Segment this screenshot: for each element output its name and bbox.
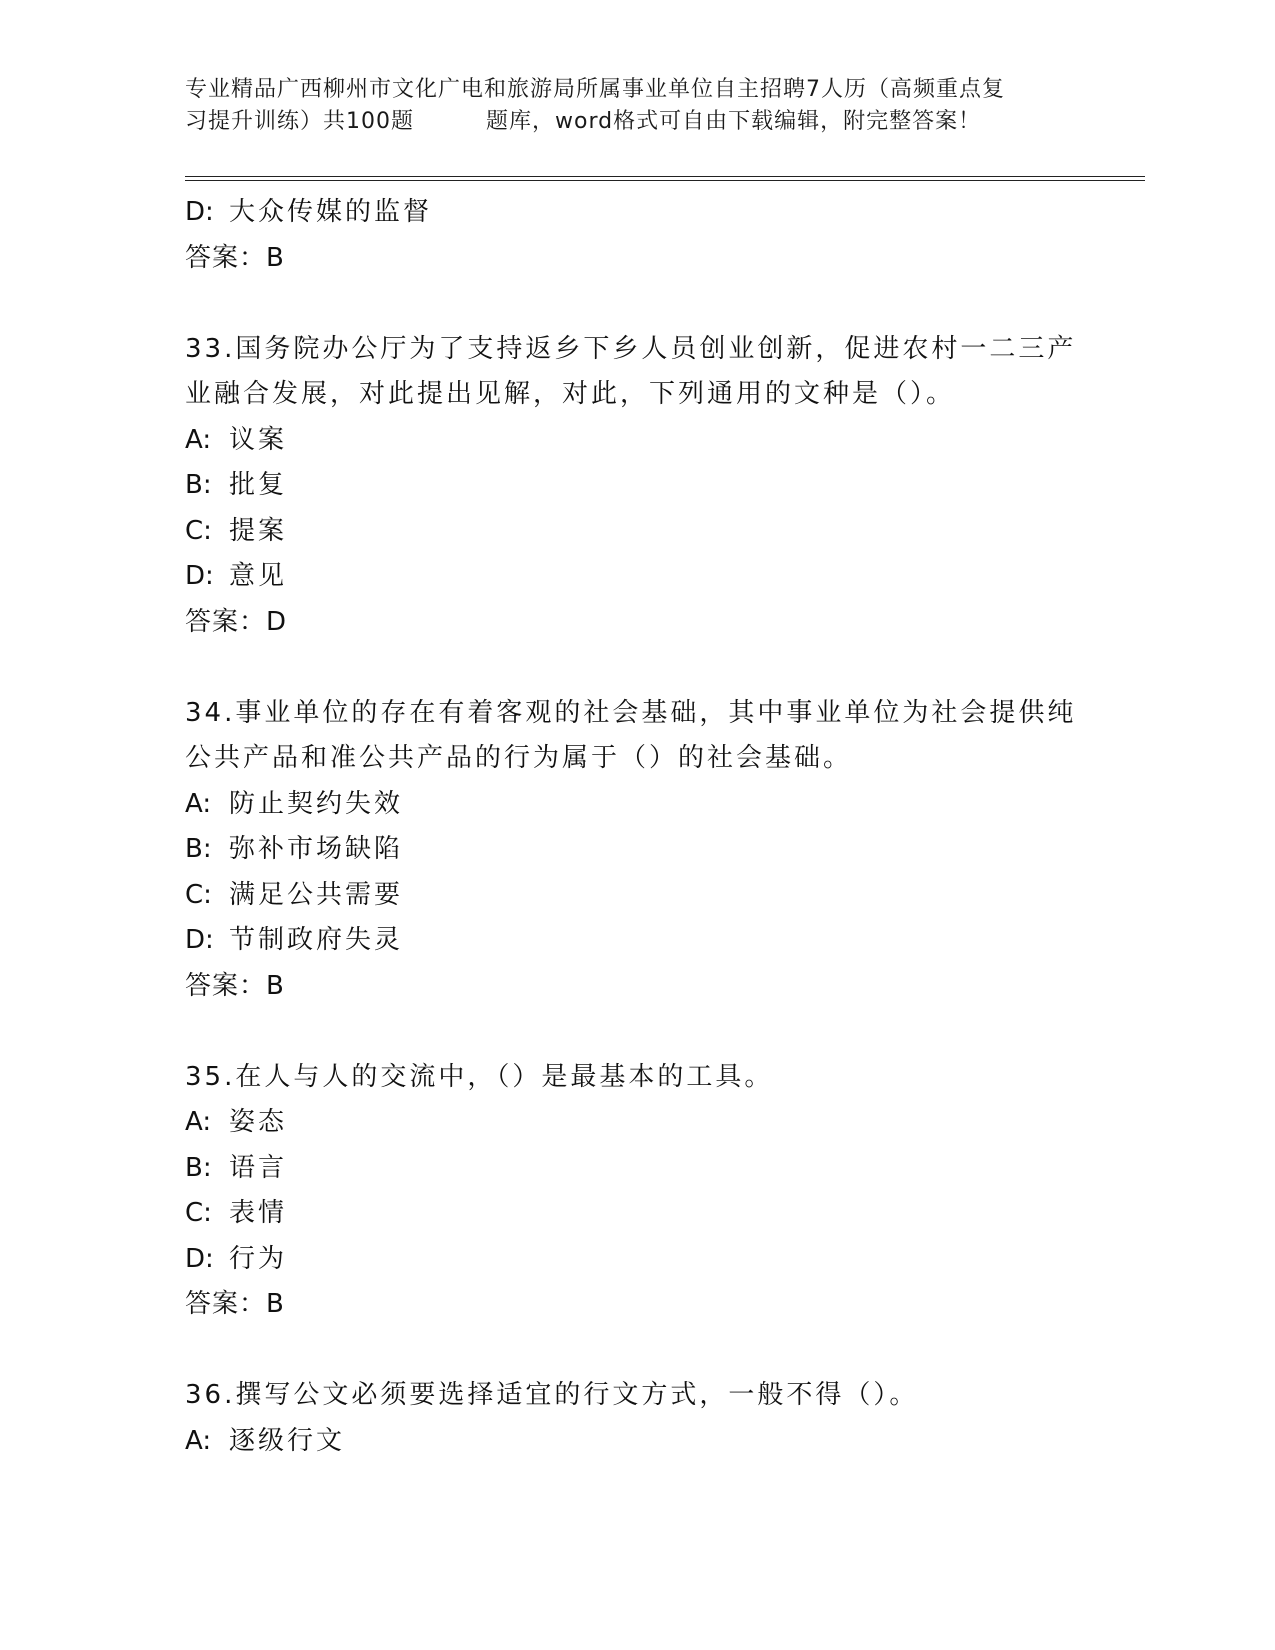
option-label: D:	[185, 925, 214, 955]
option-label: D:	[185, 1243, 214, 1274]
option-label: C:	[185, 879, 212, 910]
document-body	[185, 190, 1085, 1464]
question-stem: 34.事业单位的存在有着客观的社会基础，其中事业单位为社会提供纯	[185, 697, 1077, 728]
answer-line: 答案：D	[185, 606, 288, 637]
option-label: C:	[185, 515, 212, 546]
answer-line: 答案：B	[185, 1289, 285, 1319]
header-divider-bottom	[185, 180, 1145, 181]
header-line-1: 专业精品广西柳州市文化广电和旅游局所属事业单位自主招聘7人历（高频重点复	[185, 77, 1005, 102]
option-b	[185, 1146, 1085, 1192]
option-label: B:	[185, 834, 212, 864]
option-a	[185, 1419, 1085, 1465]
answer-line: 答案：B	[185, 242, 285, 273]
answer-line: 答案：B	[185, 970, 285, 1001]
option-a	[185, 782, 1085, 828]
header-line-2-b: 题库，word格式可自由下载编辑，附完整答案！	[486, 109, 982, 134]
option-label: A:	[185, 1107, 212, 1137]
question-stem-cont: 业融合发展，对此提出见解，对此，下列通用的文种是（）。	[185, 379, 956, 409]
option-label: C:	[185, 1198, 212, 1228]
option-label: D:	[185, 561, 214, 591]
option-label: B:	[185, 1152, 212, 1183]
option-b	[185, 463, 1085, 509]
option-d	[185, 190, 1085, 236]
option-text: 防止契约失效	[229, 788, 404, 819]
option-b	[185, 827, 1085, 873]
option-c	[185, 509, 1085, 555]
option-text: 行为	[229, 1243, 288, 1274]
option-text: 议案	[229, 424, 288, 455]
header-line-2-a: 习提升训练）共100题	[185, 109, 414, 134]
option-c	[185, 1191, 1085, 1237]
option-text: 节制政府失灵	[229, 925, 404, 955]
option-text: 意见	[229, 561, 288, 591]
question-stem: 36.撰写公文必须要选择适宜的行文方式，一般不得（）。	[185, 1380, 919, 1410]
option-text: 大众传媒的监督	[229, 197, 433, 227]
option-text: 语言	[229, 1152, 288, 1183]
option-text: 提案	[229, 515, 288, 546]
option-text: 批复	[229, 470, 288, 500]
option-text: 逐级行文	[229, 1425, 346, 1456]
question-stem-cont: 公共产品和准公共产品的行为属于（）的社会基础。	[185, 743, 853, 773]
option-label: A:	[185, 1425, 212, 1456]
option-label: D:	[185, 197, 214, 227]
header-line-2	[185, 106, 1085, 138]
option-d	[185, 554, 1085, 600]
option-label: A:	[185, 424, 212, 455]
option-text: 姿态	[229, 1107, 288, 1137]
question-stem: 33.国务院办公厅为了支持返乡下乡人员创业创新，促进农村一二三产	[185, 333, 1077, 364]
option-label: A:	[185, 788, 212, 819]
question-stem: 35.在人与人的交流中，（）是最基本的工具。	[185, 1061, 774, 1092]
option-c	[185, 873, 1085, 919]
option-a	[185, 1100, 1085, 1146]
option-text: 满足公共需要	[229, 879, 404, 910]
option-d	[185, 1237, 1085, 1283]
option-label: B:	[185, 470, 212, 500]
option-text: 弥补市场缺陷	[229, 834, 404, 864]
option-d	[185, 918, 1085, 964]
option-text: 表情	[229, 1198, 288, 1228]
option-a	[185, 418, 1085, 464]
page-header	[185, 74, 1085, 138]
header-divider-top	[185, 176, 1145, 177]
